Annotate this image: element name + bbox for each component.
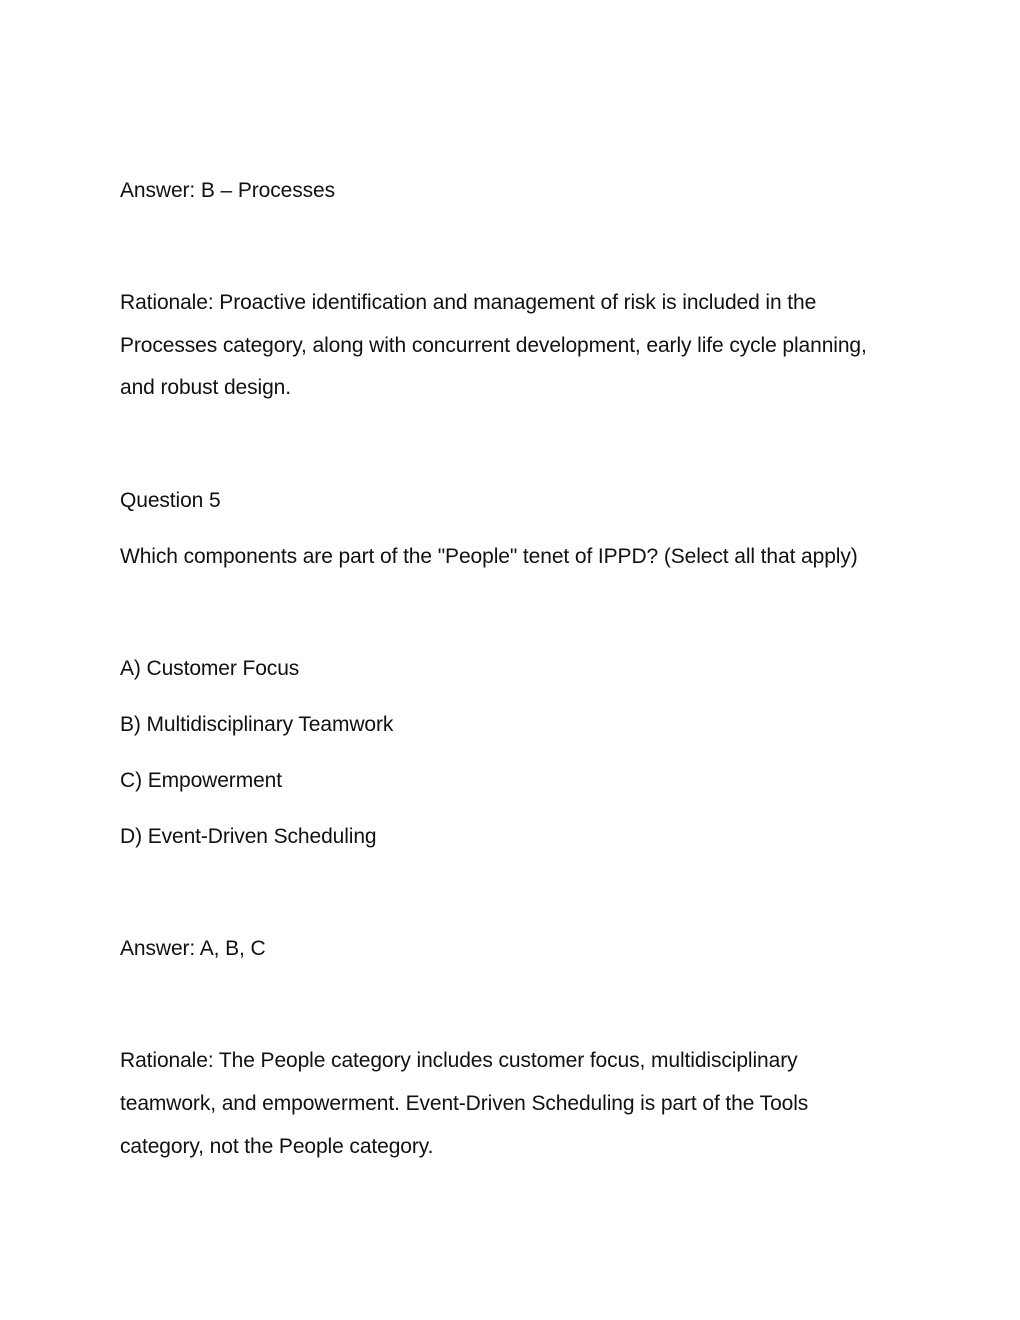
previous-rationale-line-2: Processes category, along with concurrent development, early life cycle planning, (120, 334, 867, 357)
rationale-line-3: category, not the People category. (120, 1135, 434, 1158)
option-b: B) Multidisciplinary Teamwork (120, 713, 394, 736)
rationale-line-1: Rationale: The People category includes customer focus, multidisciplinary (120, 1049, 798, 1072)
option-a: A) Customer Focus (120, 657, 300, 680)
question-heading: Question 5 (120, 489, 221, 512)
previous-answer: Answer: B – Processes (120, 179, 335, 202)
option-c: C) Empowerment (120, 769, 282, 792)
question-prompt: Which components are part of the "People" tenet of IPPD? (Select all that apply) (120, 545, 858, 568)
previous-rationale-line-3: and robust design. (120, 376, 291, 399)
question-answer: Answer: A, B, C (120, 937, 266, 960)
previous-rationale-line-1: Rationale: Proactive identification and management of risk is included in the (120, 291, 817, 314)
rationale-line-2: teamwork, and empowerment. Event-Driven Scheduling is part of the Tools (120, 1092, 809, 1115)
option-d: D) Event-Driven Scheduling (120, 825, 377, 848)
